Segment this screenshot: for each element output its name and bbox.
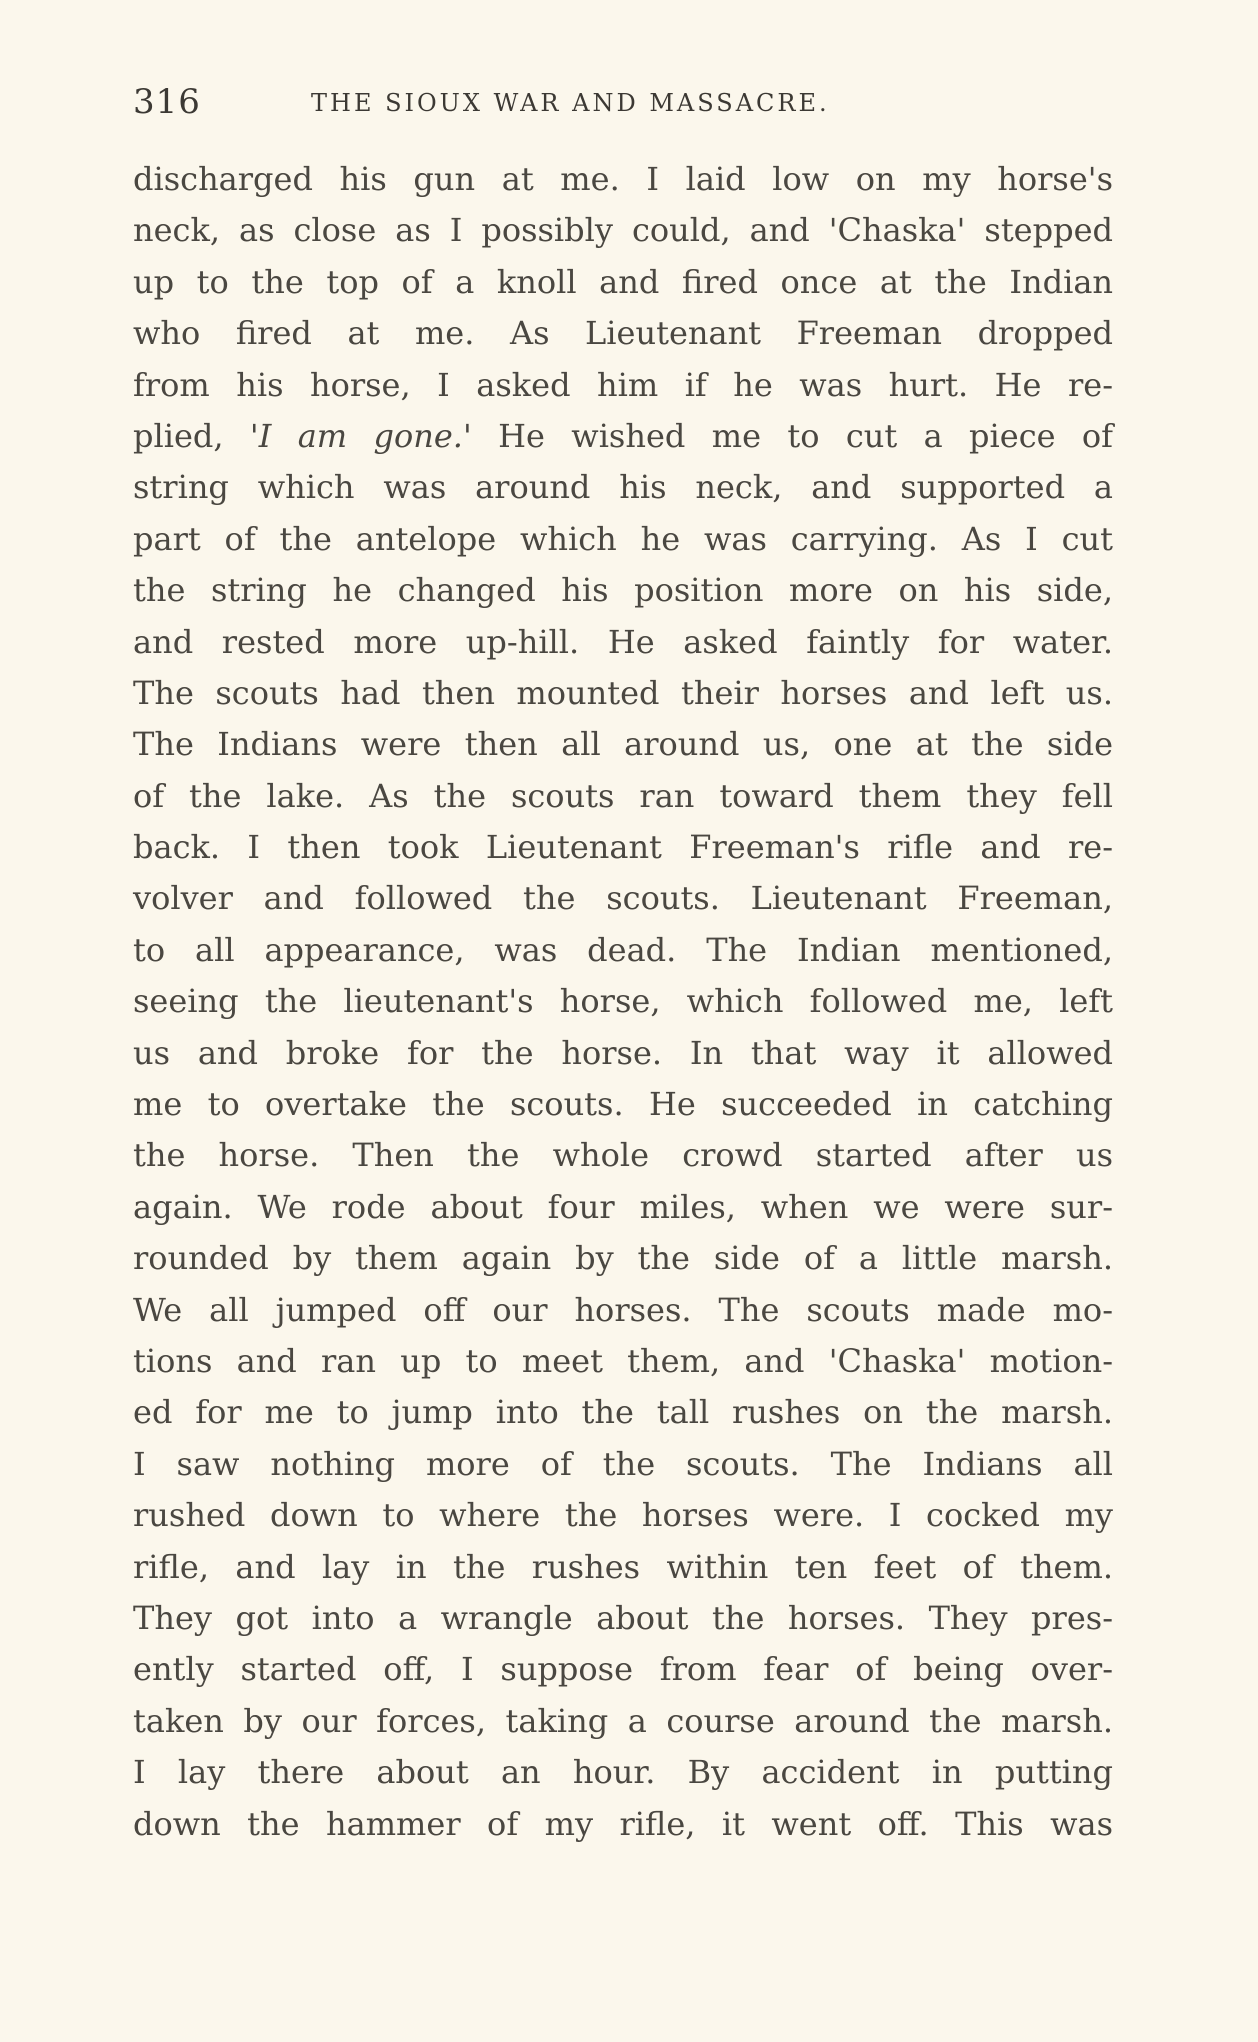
text-line-13: of the lake. As the scouts ran toward them they fell bbox=[133, 776, 1113, 815]
text-line-21: again. We rode about four miles, when we were sur- bbox=[133, 1187, 1113, 1226]
running-title: THE SIOUX WAR AND MASSACRE. bbox=[311, 89, 830, 117]
page-number: 316 bbox=[133, 82, 201, 122]
text-line-6-end: ' He wished me to cut a piece of bbox=[462, 416, 1114, 455]
text-line-17: seeing the lieutenant's horse, which followed me, left bbox=[133, 982, 1113, 1021]
text-line-11: The scouts had then mounted their horses and left us. bbox=[133, 673, 1113, 712]
text-line-10: and rested more up-hill. He asked faintly for water. bbox=[133, 622, 1113, 661]
text-line-30: ently started off, I suppose from fear of being over- bbox=[133, 1650, 1113, 1689]
text-line-6 bbox=[133, 411, 1113, 462]
text-line-22: rounded by them again by the side of a little marsh. bbox=[133, 1239, 1113, 1278]
text-line-15: volver and followed the scouts. Lieutenant Freeman, bbox=[133, 879, 1113, 918]
text-line-6-start: plied, ' bbox=[133, 416, 259, 455]
running-head bbox=[133, 82, 1113, 122]
text-line-2: neck, as close as I possibly could, and 'Chaska' stepped bbox=[133, 211, 1113, 250]
text-line-31: taken by our forces, taking a course around the marsh. bbox=[133, 1701, 1113, 1740]
text-line-8: part of the antelope which he was carrying. As I cut bbox=[133, 519, 1113, 558]
text-line-7: string which was around his neck, and supported a bbox=[133, 468, 1113, 507]
text-line-27: rushed down to where the horses were. I cocked my bbox=[133, 1496, 1113, 1535]
text-line-24: tions and ran up to meet them, and 'Chaska' motion- bbox=[133, 1341, 1113, 1380]
italic-quote: I am gone. bbox=[258, 416, 463, 455]
text-line-28: rifle, and lay in the rushes within ten feet of them. bbox=[133, 1547, 1113, 1586]
text-line-29: They got into a wrangle about the horses. They pres- bbox=[133, 1598, 1113, 1637]
text-line-23: We all jumped off our horses. The scouts made mo- bbox=[133, 1290, 1113, 1329]
text-line-5: from his horse, I asked him if he was hurt. He re- bbox=[133, 365, 1113, 404]
text-line-9: the string he changed his position more on his side, bbox=[133, 571, 1113, 610]
text-line-20: the horse. Then the whole crowd started after us bbox=[133, 1136, 1113, 1175]
text-line-25: ed for me to jump into the tall rushes on the marsh. bbox=[133, 1393, 1113, 1432]
text-line-14: back. I then took Lieutenant Freeman's rifle and re- bbox=[133, 828, 1113, 867]
body-text bbox=[133, 154, 1113, 1850]
text-line-32: I lay there about an hour. By accident in putting bbox=[133, 1753, 1113, 1792]
text-line-1: discharged his gun at me. I laid low on my horse's bbox=[133, 160, 1113, 198]
text-line-19: me to overtake the scouts. He succeeded in catching bbox=[133, 1085, 1113, 1124]
text-line-33: down the hammer of my rifle, it went off. This was bbox=[133, 1804, 1113, 1843]
text-line-12: The Indians were then all around us, one at the side bbox=[133, 725, 1113, 764]
text-line-18: us and broke for the horse. In that way it allowed bbox=[133, 1033, 1113, 1072]
text-line-4: who fired at me. As Lieutenant Freeman dropped bbox=[133, 314, 1113, 353]
text-line-26: I saw nothing more of the scouts. The Indians all bbox=[133, 1444, 1113, 1483]
text-line-16: to all appearance, was dead. The Indian mentioned, bbox=[133, 930, 1113, 969]
text-line-3: up to the top of a knoll and fired once at the Indian bbox=[133, 262, 1113, 301]
